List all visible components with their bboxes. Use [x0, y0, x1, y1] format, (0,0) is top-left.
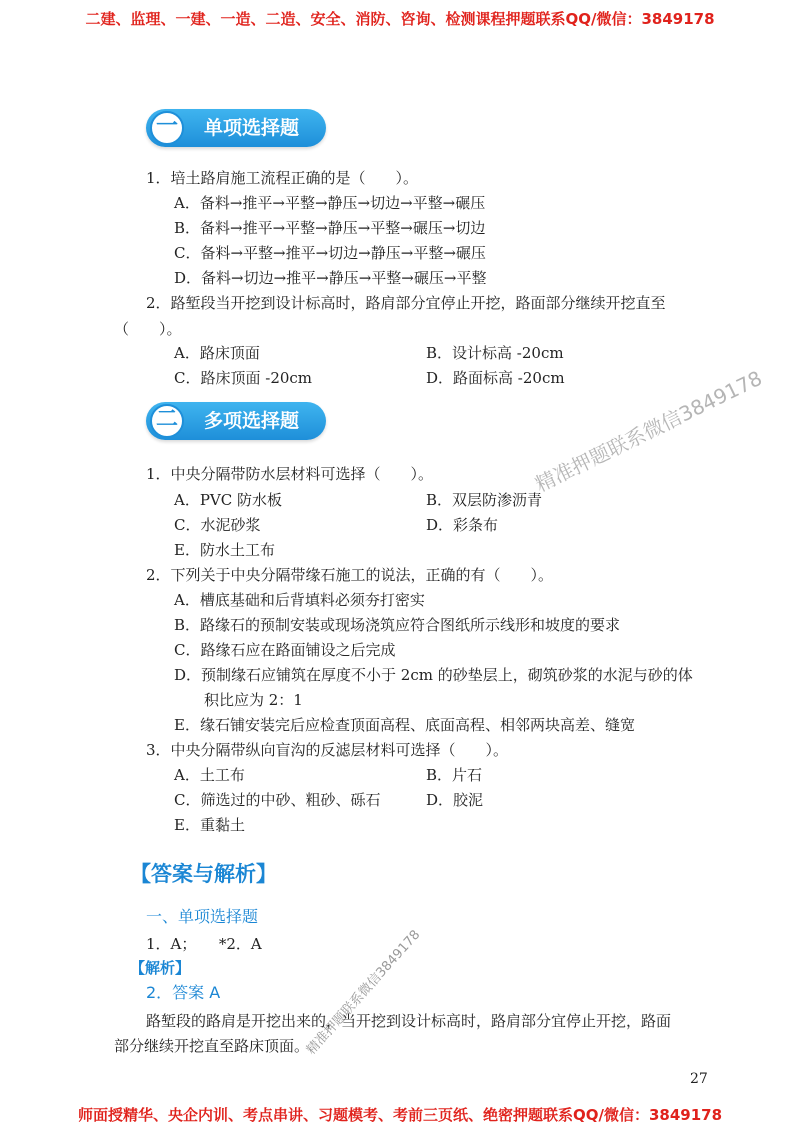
option-c: C．水泥砂浆	[174, 516, 261, 534]
option-b: B．路缘石的预制安装或现场浇筑应符合图纸所示线形和坡度的要求	[174, 616, 621, 634]
option-a: A．PVC 防水板	[174, 491, 283, 509]
option-d: D．预制缘石应铺筑在厚度不小于 2cm 的砂垫层上，砌筑砂浆的水泥与砂的体	[174, 666, 693, 684]
section-title: 多项选择题	[204, 410, 300, 432]
question-stem: 1．中央分隔带防水层材料可选择（ ）。	[146, 465, 434, 483]
option-a: A．土工布	[174, 766, 245, 784]
option-c: C．路缘石应在路面铺设之后完成	[174, 641, 396, 659]
explanation-line: 路堑段的路肩是开挖出来的，当开挖到设计标高时，路肩部分宜停止开挖，路面	[146, 1012, 672, 1030]
option-a: A．槽底基础和后背填料必须夯打密实	[174, 591, 425, 609]
explanation-line-continued: 部分继续开挖直至路床顶面。	[114, 1037, 310, 1055]
option-b: B．片石	[426, 766, 483, 784]
section-number-badge: 一	[150, 111, 184, 145]
section-header-single-choice	[146, 109, 326, 147]
option-e: E．重黏土	[174, 816, 245, 834]
answers-heading: 【答案与解析】	[130, 862, 277, 886]
option-b: B．双层防渗沥青	[426, 491, 543, 509]
option-d-continued: 积比应为 2：1	[204, 691, 303, 709]
option-d: D．彩条布	[426, 516, 499, 534]
answer-2-label: 2．答案 A	[146, 983, 221, 1002]
answers-subheading: 一、单项选择题	[146, 907, 259, 926]
section-header-multiple-choice	[146, 402, 326, 440]
section-number-badge: 二	[150, 404, 184, 438]
answer-line: 1．A； *2．A	[146, 935, 262, 953]
bottom-promo-banner: 师面授精华、央企内训、考点串讲、习题模考、考前三页纸、绝密押题联系QQ/微信：3849178	[77, 1106, 723, 1124]
page-number: 27	[690, 1071, 708, 1087]
option-d: D．备料→切边→推平→静压→平整→碾压→平整	[174, 269, 487, 287]
option-c: C．路床顶面 -20cm	[174, 369, 313, 387]
option-d: D．胶泥	[426, 791, 484, 809]
question-stem: 2．路堑段当开挖到设计标高时，路肩部分宜停止开挖，路面部分继续开挖直至	[146, 294, 666, 312]
section-title: 单项选择题	[204, 117, 300, 139]
option-d: D．路面标高 -20cm	[426, 369, 565, 387]
question-stem: 1．培土路肩施工流程正确的是（ ）。	[146, 169, 419, 187]
option-b: B．备料→推平→平整→静压→平整→碾压→切边	[174, 219, 486, 237]
question-stem: 3．中央分隔带纵向盲沟的反滤层材料可选择（ ）。	[146, 741, 509, 759]
question-stem-continued: （ ）。	[114, 320, 182, 338]
option-e: E．缘石铺安装完后应检查顶面高程、底面高程、相邻两块高差、缝宽	[174, 716, 635, 734]
option-c: C．备料→平整→推平→切边→静压→平整→碾压	[174, 244, 486, 262]
analysis-label: 【解析】	[130, 959, 191, 977]
top-promo-banner: 二建、监理、一建、一造、二造、安全、消防、咨询、检测课程押题联系QQ/微信：3849178	[85, 10, 715, 28]
option-c: C．筛选过的中砂、粗砂、砾石	[174, 791, 381, 809]
question-stem: 2．下列关于中央分隔带缘石施工的说法，正确的有（ ）。	[146, 566, 554, 584]
watermark-right: 精准押题联系微信3849178	[531, 365, 766, 497]
option-e: E．防水土工布	[174, 541, 275, 559]
option-b: B．设计标高 -20cm	[426, 344, 564, 362]
watermark-center: 精准押题联系微信3849178	[303, 927, 424, 1058]
option-a: A．路床顶面	[174, 344, 260, 362]
option-a: A．备料→推平→平整→静压→切边→平整→碾压	[174, 194, 486, 212]
